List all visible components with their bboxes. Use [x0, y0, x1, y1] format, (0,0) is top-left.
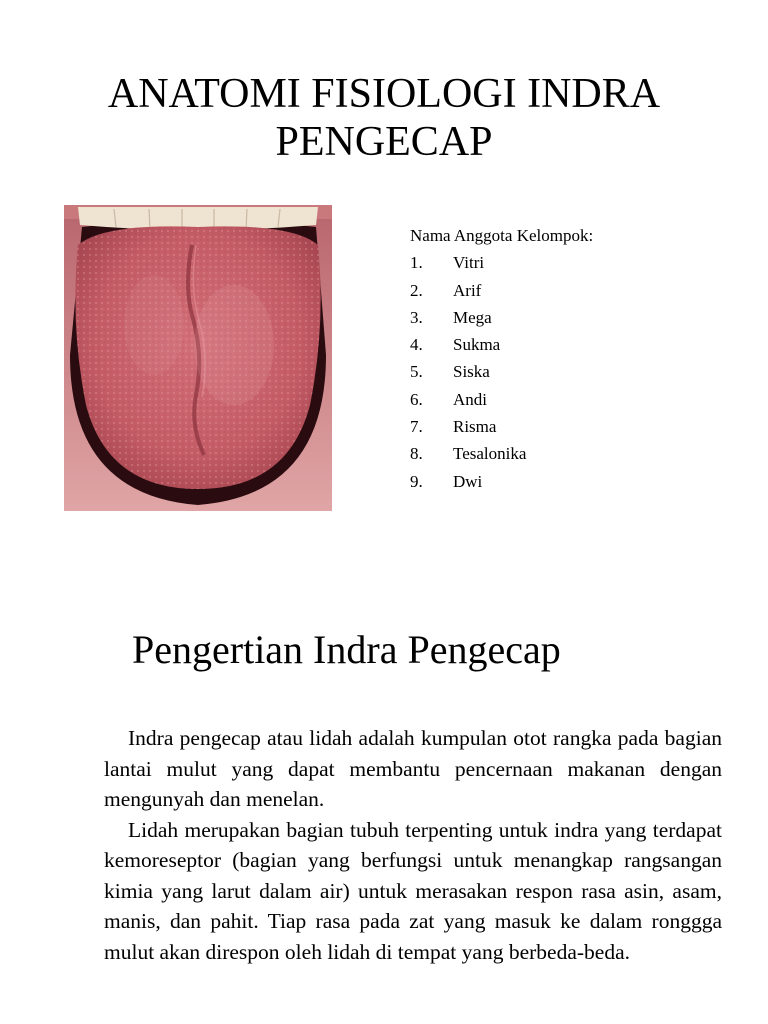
item-number: 1.	[410, 253, 423, 273]
member-items	[410, 249, 593, 495]
list-item	[410, 358, 593, 385]
list-item	[410, 249, 593, 276]
definition-body	[104, 723, 722, 967]
slide-title-heading: ANATOMI FISIOLOGI INDRA PENGECAP	[107, 71, 661, 165]
item-number: 2.	[410, 280, 423, 300]
list-item	[410, 277, 593, 304]
item-number: 4.	[410, 335, 423, 355]
list-item	[410, 386, 593, 413]
list-item	[410, 304, 593, 331]
item-number: 6.	[410, 389, 423, 409]
member-name: Tesalonika	[453, 444, 527, 464]
member-list	[410, 222, 593, 495]
member-name: Dwi	[453, 471, 483, 491]
item-number: 7.	[410, 417, 423, 437]
member-name: Vitri	[453, 253, 485, 273]
item-number: 9.	[410, 471, 423, 491]
member-name: Sukma	[453, 335, 501, 355]
slide-definition-heading: Pengertian Indra Pengecap	[132, 627, 561, 672]
member-list-heading: Nama Anggota Kelompok:	[410, 226, 594, 245]
item-number: 5.	[410, 362, 423, 382]
member-name: Andi	[453, 389, 487, 409]
tongue-photo	[64, 205, 332, 511]
slide-definition	[0, 512, 768, 1024]
list-item	[410, 468, 593, 495]
tongue-shape	[75, 226, 320, 489]
item-number: 3.	[410, 307, 423, 327]
item-number: 8.	[410, 444, 423, 464]
list-item	[410, 413, 593, 440]
member-name: Siska	[453, 362, 490, 382]
member-name: Mega	[453, 307, 492, 327]
paragraph: Lidah merupakan bagian tubuh terpenting untuk indra yang terdapat kemoreseptor (bagian yang berfungsi untuk menangkap rangsangan kimia yang larut dalam air) untuk merasakan respon rasa asin, asam, manis, dan pahit. Tiap rasa pada zat yang masuk ke dalam ronggga mulut akan direspon oleh lidah di tempat yang berbeda-beda.	[104, 817, 722, 964]
paragraph: Indra pengecap atau lidah adalah kumpulan otot rangka pada bagian lantai mulut yang dapat membantu pencernaan makanan dengan mengunyah dan menelan.	[104, 726, 722, 811]
list-item	[410, 440, 593, 467]
member-name: Risma	[453, 417, 497, 437]
member-name: Arif	[453, 280, 482, 300]
list-item	[410, 331, 593, 358]
